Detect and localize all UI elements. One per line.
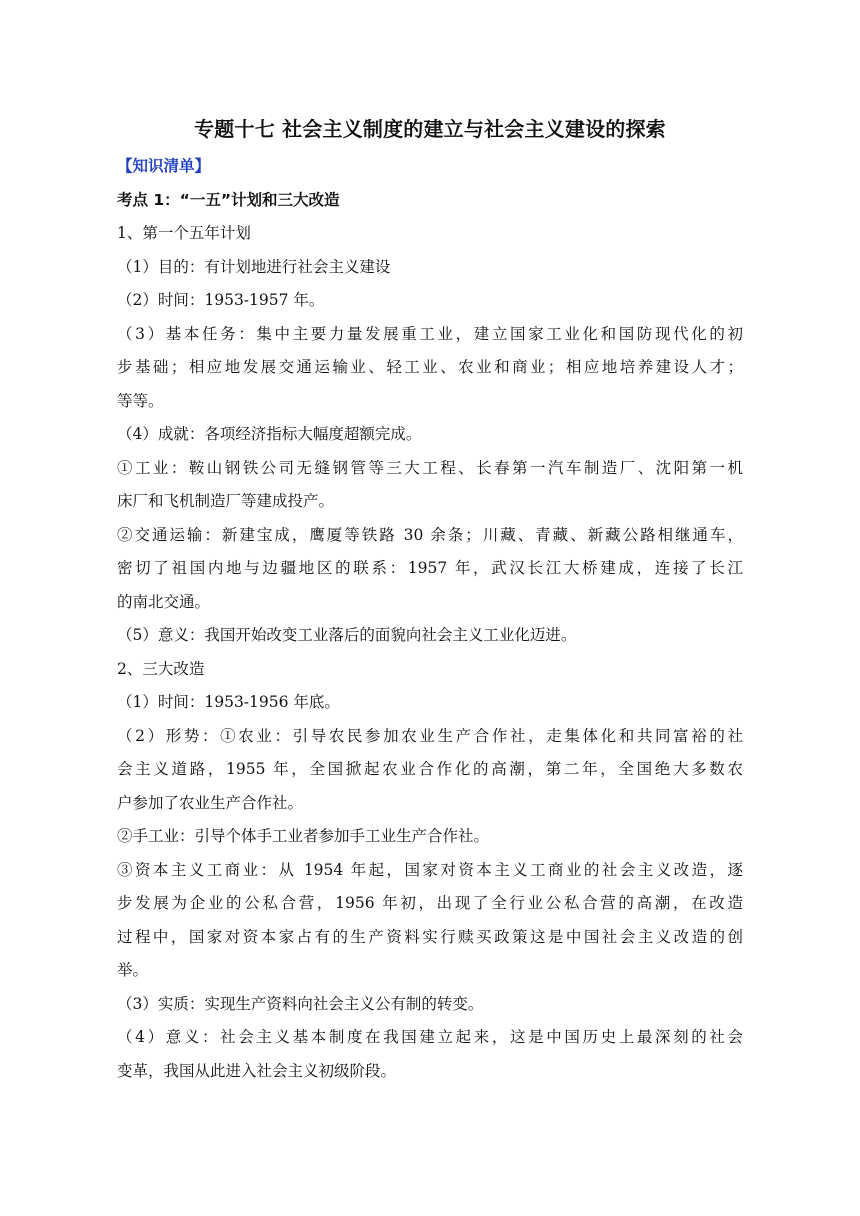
text-line: （2）形势：①农业：引导农民参加农业生产合作社，走集体化和共同富裕的社: [117, 726, 743, 745]
text-line: （2）时间：1953-1957 年。: [117, 291, 325, 309]
page-title: 专题十七 社会主义制度的建立与社会主义建设的探索: [194, 117, 666, 141]
text-line: ③资本主义工商业：从 1954 年起，国家对资本主义工商业的社会主义改造，逐: [117, 860, 743, 879]
text-line: （4）意义：社会主义基本制度在我国建立起来，这是中国历史上最深刻的社会: [117, 1028, 743, 1046]
text-line: （4）成就：各项经济指标大幅度超额完成。: [117, 425, 422, 443]
subsection-heading: 1、第一个五年计划: [117, 224, 251, 242]
text-line: ②交通运输：新建宝成，鹰厦等铁路 30 余条；川藏、青藏、新藏公路相继通车，: [117, 525, 743, 544]
text-line: 步基础；相应地发展交通运输业、轻工业、农业和商业；相应地培养建设人才；: [117, 358, 743, 376]
text-line: 床厂和飞机制造厂等建成投产。: [117, 492, 335, 510]
exam-point-heading: 考点 1：“一五”计划和三大改造: [117, 190, 340, 209]
text-line: （3）基本任务：集中主要力量发展重工业，建立国家工业化和国防现代化的初: [117, 324, 743, 343]
text-line: 等等。: [117, 391, 164, 410]
text-line: （3）实质：实现生产资料向社会主义公有制的转变。: [117, 994, 484, 1013]
text-line: （1）目的：有计划地进行社会主义建设: [117, 257, 391, 276]
text-line: 步发展为企业的公私合营，1956 年初，出现了全行业公私合营的高潮，在改造: [117, 894, 743, 912]
text-line: 的南北交通。: [117, 592, 211, 611]
text-line: 密切了祖国内地与边疆地区的联系：1957 年，武汉长江大桥建成，连接了长江: [117, 559, 743, 577]
text-line: ①工业：鞍山钢铁公司无缝钢管等三大工程、长春第一汽车制造厂、沈阳第一机: [117, 458, 743, 477]
document-body: [117, 150, 743, 1088]
text-line: 过程中，国家对资本家占有的生产资料实行赎买政策这是中国社会主义改造的创: [117, 927, 743, 946]
subsection-heading: 2、三大改造: [117, 659, 205, 678]
text-line: （1）时间：1953-1956 年底。: [117, 693, 340, 711]
section-tag: 【知识清单】: [117, 157, 211, 175]
text-line: （5）意义：我国开始改变工业落后的面貌向社会主义工业化迈进。: [117, 626, 577, 644]
text-line: 会主义道路，1955 年，全国掀起农业合作化的高潮，第二年，全国绝大多数农: [117, 760, 743, 778]
text-line: 举。: [117, 961, 149, 979]
text-line: 户参加了农业生产合作社。: [117, 793, 304, 812]
text-line: ②手工业：引导个体手工业者参加手工业生产合作社。: [117, 827, 490, 845]
text-line: 变革，我国从此进入社会主义初级阶段。: [117, 1061, 397, 1080]
